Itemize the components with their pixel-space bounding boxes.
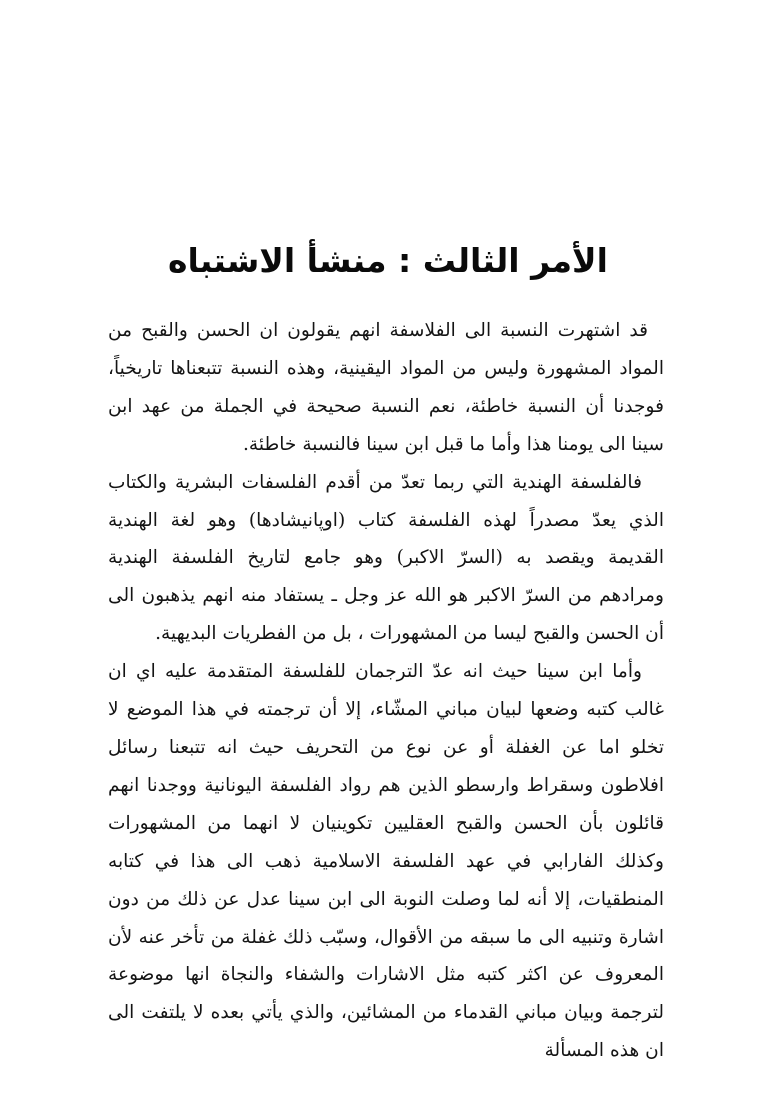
section-heading: الأمر الثالث : منشأ الاشتباه <box>168 241 608 280</box>
paragraph-2: فالفلسفة الهندية التي ربما تعدّ من أقدم الفلسفات البشرية والكتاب الذي يعدّ مصدراً لهذه الفلسفة كتاب (اوپانيشادها) وهو لغة الهندية القديمة ويقصد به (السرّ الاكبر) وهو جامع لتاريخ الفلسفة الهندية ومرادهم من السرّ الاكبر هو الله عز وجل ـ يستفاد منه انهم يذهبون الى أن الحسن والقبح ليسا من المشهورات ، بل من الفطريات البديهية. <box>108 471 664 645</box>
paragraph-3: وأما ابن سينا حيث انه عدّ الترجمان للفلسفة المتقدمة عليه اي ان غالب كتبه وضعها لبيان مباني المشّاء، إلا أن ترجمته في هذا الموضع لا تخلو اما عن الغفلة أو عن نوع من التحريف حيث انه تتبعنا رسائل افلاطون وسقراط وارسطو الذين هم رواد الفلسفة اليونانية ووجدنا انهم قائلون بأن الحسن والقبح العقليين تكوينيان لا انهما من المشهورات وكذلك الفارابي في عهد الفلسفة الاسلامية ذهب الى هذا في كتابه المنطقيات، إلا أنه لما وصلت النوبة الى ابن سينا عدل عن ذلك من دون اشارة وتنبيه الى ما سبقه من الأقوال، وسبّب ذلك غفلة من تأخر عنه لأن المعروف عن اكثر كتبه مثل الاشارات والشفاء والنجاة انها موضوعة لترجمة وبيان مباني القدماء من المشائين، والذي يأتي بعده لا يلتفت الى ان هذه المسألة <box>108 661 664 1062</box>
body-text <box>108 312 664 1070</box>
paragraph-1: قد اشتهرت النسبة الى الفلاسفة انهم يقولون ان الحسن والقبح من المواد المشهورة وليس من المواد اليقينية، وهذه النسبة تتبعناها تاريخياً، فوجدنا أن النسبة خاطئة، نعم النسبة صحيحة في الجملة من عهد ابن سينا الى يومنا هذا وأما ما قبل ابن سينا فالنسبة خاطئة. <box>108 320 664 455</box>
